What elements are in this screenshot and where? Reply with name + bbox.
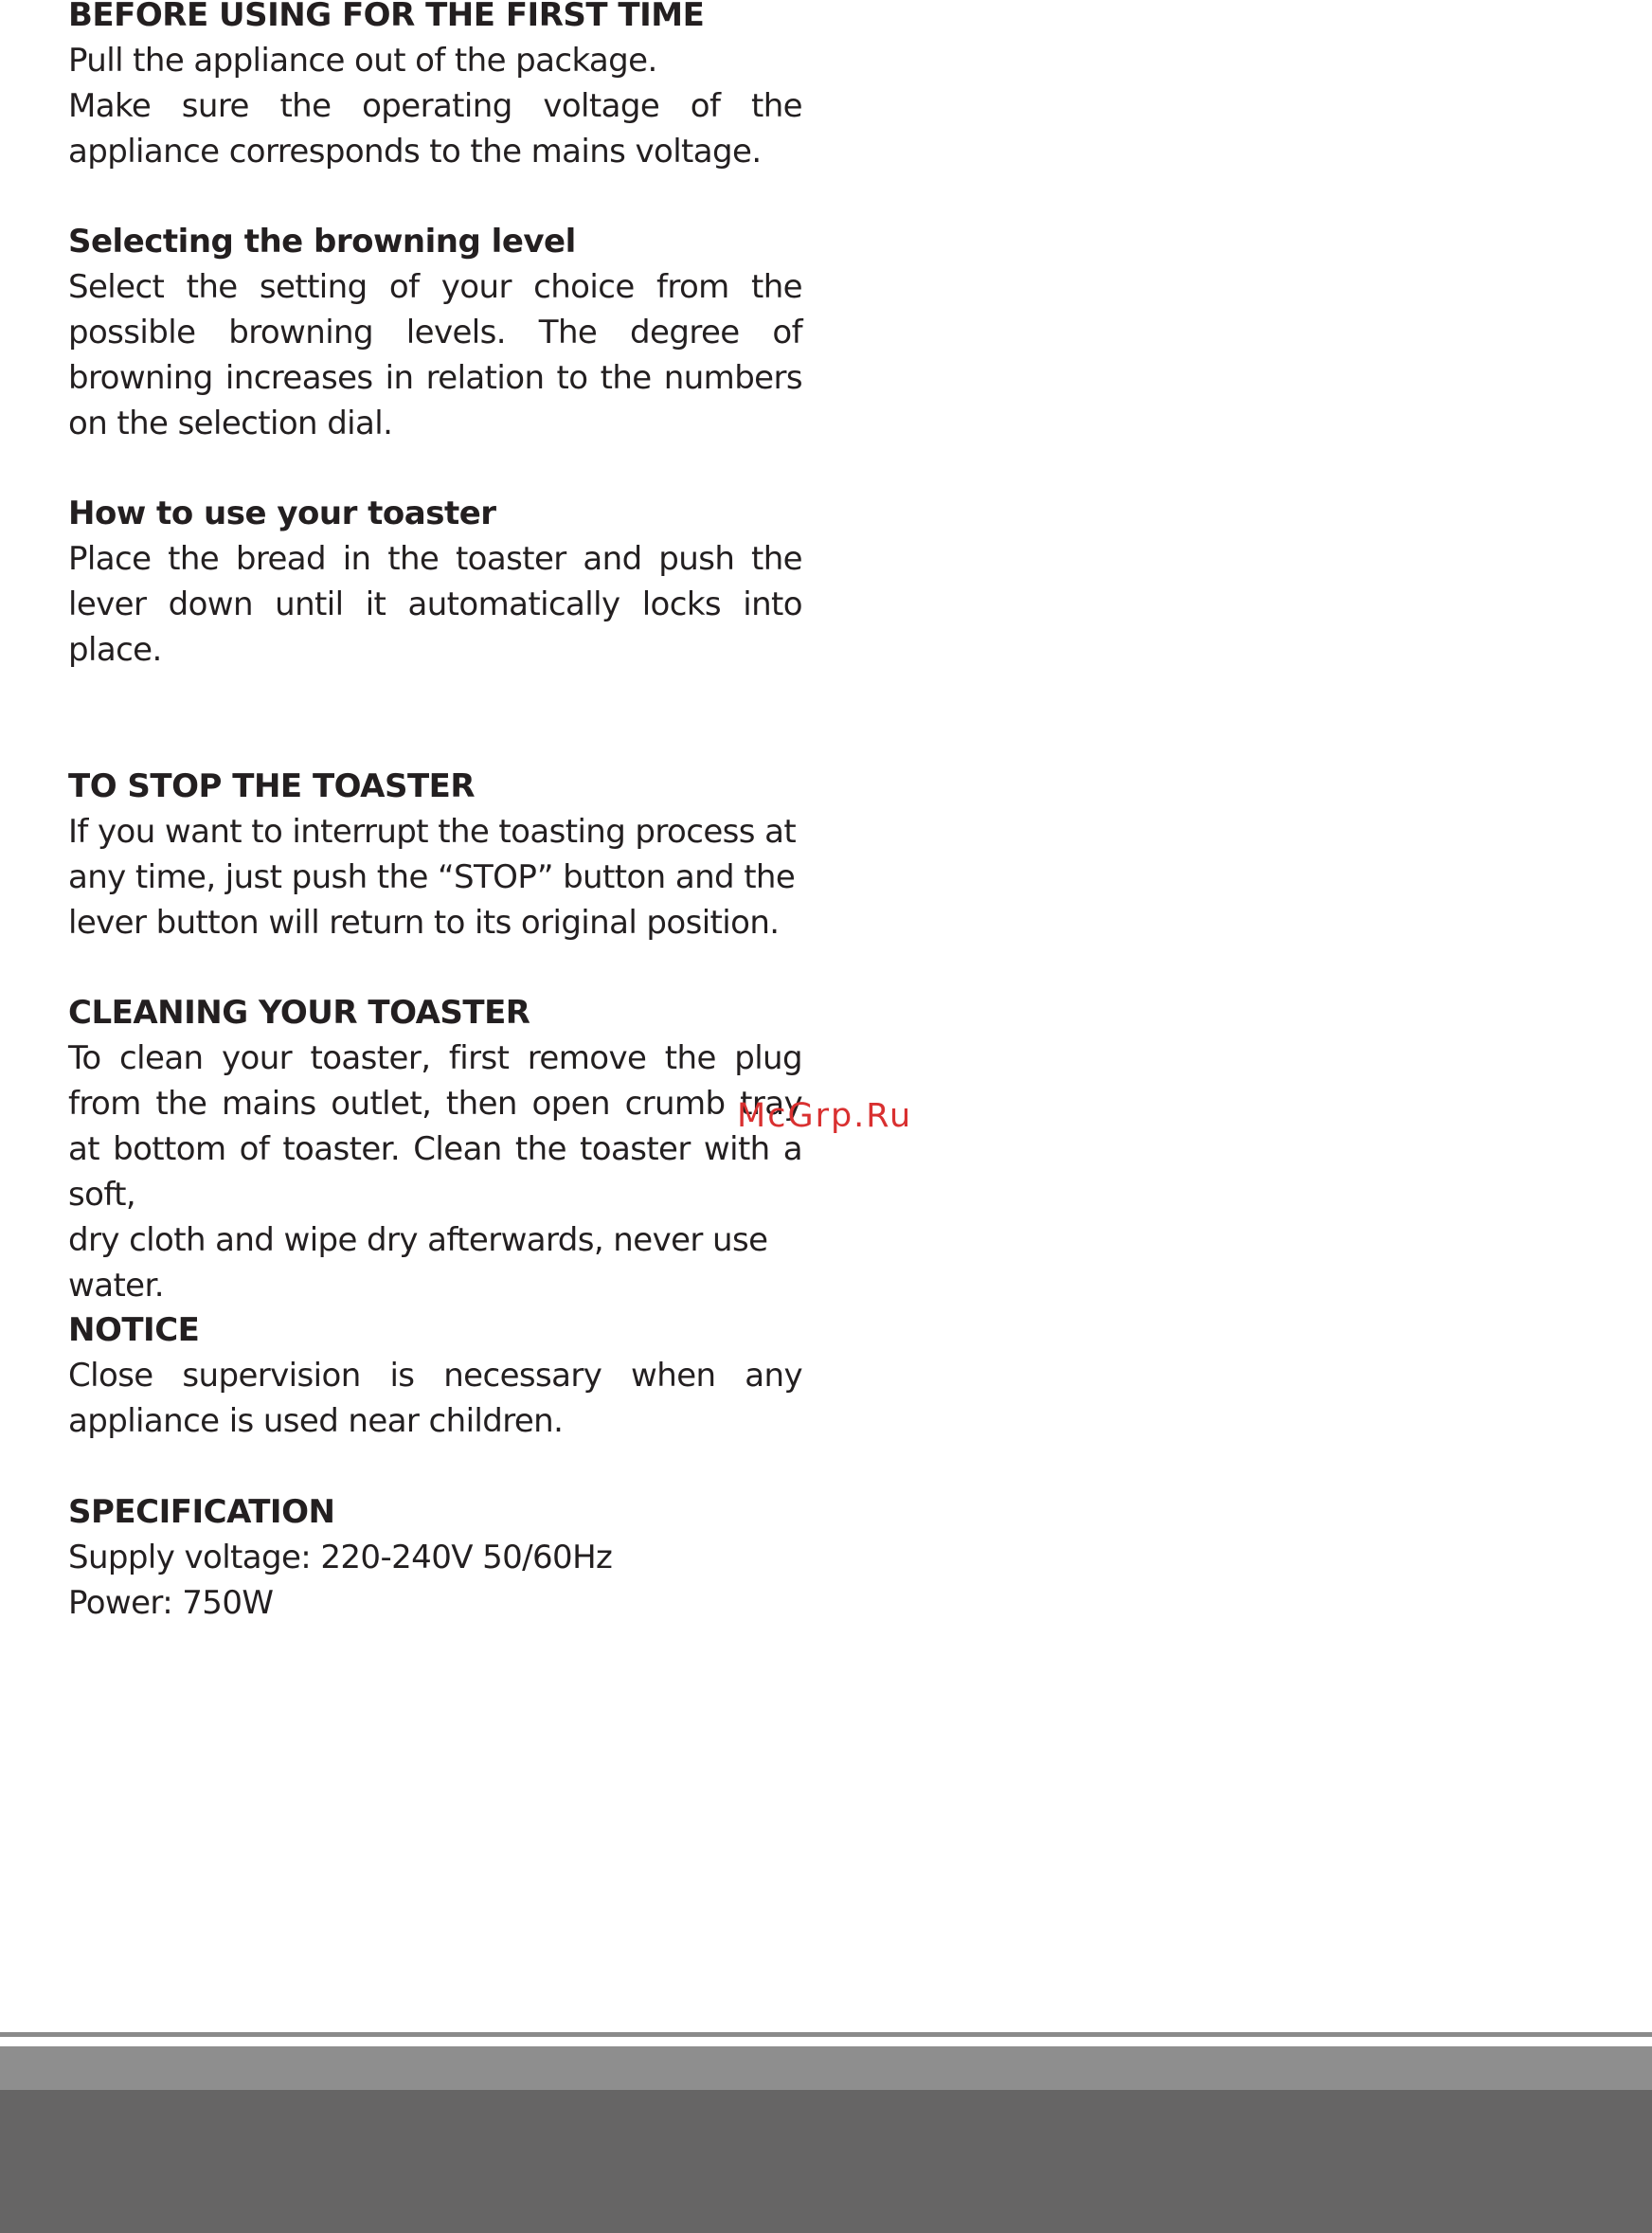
- text-first-time-line1: Pull the appliance out of the package.: [68, 42, 657, 80]
- text-spec-power: Power: 750W: [68, 1584, 274, 1622]
- text-cleaning: To clean your toaster, first remove the plug from the mains outlet, then open crumb tray at bottom of toaster. Clean the toaster with a soft,: [68, 1039, 802, 1214]
- text-spec-voltage: Supply voltage: 220-240V 50/60Hz: [68, 1539, 613, 1576]
- heading-browning: Selecting the browning level: [68, 223, 576, 261]
- text-cleaning-end-line1: dry cloth and wipe dry afterwards, never use: [68, 1221, 768, 1259]
- watermark: McGrp.Ru: [737, 1097, 913, 1135]
- text-first-time-line2: Make sure the operating voltage of the appliance corresponds to the mains voltage.: [68, 87, 802, 171]
- footer-band-light: [0, 2046, 1652, 2090]
- text-stop-line2: any time, just push the “STOP” button and the: [68, 858, 796, 896]
- heading-notice: NOTICE: [68, 1311, 200, 1349]
- text-browning: Select the setting of your choice from the possible browning levels. The degree of browning increases in relation to the numbers on the selection dial.: [68, 268, 802, 442]
- section-specification: [68, 1489, 802, 1626]
- section-stop: [68, 764, 802, 945]
- text-notice: Close supervision is necessary when any appliance is used near children.: [68, 1357, 802, 1440]
- footer-band-dark: [0, 2090, 1652, 2233]
- heading-stop: TO STOP THE TOASTER: [68, 767, 476, 805]
- text-cleaning-end: [68, 1217, 802, 1308]
- heading-specification: SPECIFICATION: [68, 1493, 335, 1531]
- section-notice: [68, 1307, 802, 1444]
- footer-divider: [0, 2032, 1652, 2037]
- text-stop: [68, 809, 802, 945]
- section-first-time: [68, 0, 802, 174]
- text-stop-line3: lever button will return to its original position.: [68, 904, 780, 942]
- heading-first-time: BEFORE USING FOR THE FIRST TIME: [68, 0, 705, 34]
- text-cleaning-end-line2: water.: [68, 1267, 164, 1305]
- section-how-to-use: [68, 491, 802, 673]
- heading-cleaning: CLEANING YOUR TOASTER: [68, 994, 530, 1032]
- section-browning: [68, 219, 802, 446]
- text-stop-line1: If you want to interrupt the toasting process at: [68, 813, 797, 851]
- section-cleaning: [68, 990, 802, 1308]
- heading-how-to-use: How to use your toaster: [68, 495, 496, 532]
- text-how-to-use: Place the bread in the toaster and push the lever down until it automatically locks into place.: [68, 540, 802, 669]
